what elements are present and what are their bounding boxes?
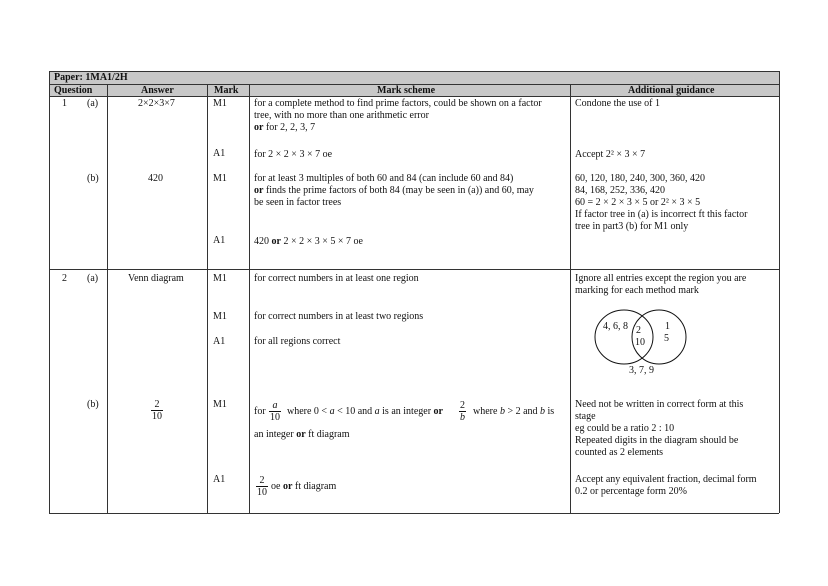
q2b-guidance-line3: eg could be a ratio 2 : 10 (575, 423, 675, 434)
q1b-a1-scheme: 420 or 2 × 2 × 3 × 5 × 7 oe (254, 236, 363, 247)
q1a-scheme-line1: for a complete method to find prime factors, could be shown on a factor (254, 98, 542, 109)
q2b-a1-scheme: oe or ft diagram (271, 481, 337, 492)
q1a-answer: 2×2×3×7 (138, 98, 175, 109)
q2b-guidance-line1: Need not be written in correct form at this (575, 399, 744, 410)
header-mark: Mark (214, 85, 239, 96)
q2b-for: for (254, 406, 266, 417)
q2-number: 2 (62, 273, 67, 284)
q2b-guidance-line2: stage (575, 411, 596, 422)
q1a-guidance-line2: Accept 2² × 3 × 7 (575, 149, 646, 160)
q2b-part: (b) (87, 399, 99, 410)
q1b-guidance-line4: If factor tree in (a) is incorrect ft this factor (575, 209, 748, 220)
q1a-scheme-line3: or for 2, 2, 3, 7 (254, 122, 316, 133)
q1b-scheme-line1: for at least 3 multiples of both 60 and 84 (can include 60 and 84) (254, 173, 514, 184)
q2b-where-a: where 0 < a < 10 and a is an integer or (287, 406, 443, 417)
q2a-m1-second-scheme: for correct numbers in at least two regions (254, 311, 424, 322)
q2b-mark-a1: A1 (213, 474, 226, 485)
q2b-a1-guidance-line2: 0.2 or percentage form 20% (575, 486, 687, 497)
q2a-mark-m1: M1 (213, 273, 227, 284)
q2b-mark-m1: M1 (213, 399, 227, 410)
q1b-answer: 420 (148, 173, 163, 184)
q1a-mark-a1: A1 (213, 148, 226, 159)
q1b-guidance-line3: 60 = 2 × 2 × 3 × 5 or 2² × 3 × 5 (575, 197, 701, 208)
q2a-mark-m1-second: M1 (213, 311, 227, 322)
q1b-guidance-line1: 60, 120, 180, 240, 300, 360, 420 (575, 173, 705, 184)
q2b-guidance-line4: Repeated digits in the diagram should be (575, 435, 739, 446)
header-mark-scheme: Mark scheme (377, 85, 436, 96)
q2a-mark-a1: A1 (213, 336, 226, 347)
q2a-m1-scheme: for correct numbers in at least one region (254, 273, 419, 284)
q2b-scheme-fraction-b: 2 b (460, 400, 465, 423)
q1a-scheme-line2: tree, with no more than one arithmetic error (254, 110, 429, 121)
q2b-a1-fraction: 2 10 (257, 475, 267, 498)
venn-left-region: 4, 6, 8 (603, 321, 628, 332)
q2b-answer-numerator: 2 (154, 399, 160, 410)
q1b-scheme-line2: or finds the prime factors of both 84 (may be seen in (a)) and 60, may (254, 185, 534, 196)
header-additional-guidance: Additional guidance (628, 85, 715, 96)
q2b-scheme-fraction-a: a 10 (270, 400, 280, 423)
q2b-scheme-line2: an integer or ft diagram (254, 429, 350, 440)
q2b-guidance-line5: counted as 2 elements (575, 447, 664, 458)
q2b-answer-denominator: 10 (152, 411, 162, 422)
q1b-mark-m1: M1 (213, 173, 227, 184)
q2a-answer: Venn diagram (128, 273, 184, 284)
q2b-a1-guidance-line1: Accept any equivalent fraction, decimal form (575, 474, 757, 485)
q1-number: 1 (62, 98, 67, 109)
q1b-mark-a1: A1 (213, 235, 226, 246)
q1b-scheme-line3: be seen in factor trees (254, 197, 342, 208)
q1a-guidance-line1: Condone the use of 1 (575, 98, 660, 109)
q1a-mark-m1: M1 (213, 98, 227, 109)
venn-middle-top: 2 (636, 325, 641, 336)
venn-right-top: 1 (665, 321, 670, 332)
q2b-where-b: where b > 2 and b is (473, 406, 555, 417)
q2a-guidance-line1: Ignore all entries except the region you are (575, 273, 747, 284)
venn-right-bottom: 5 (664, 333, 669, 344)
venn-outside: 3, 7, 9 (629, 365, 654, 376)
q2a-part: (a) (87, 273, 99, 284)
q2b-answer-fraction (151, 399, 163, 422)
venn-middle-bottom: 10 (635, 337, 645, 348)
q1a-part: (a) (87, 98, 99, 109)
q1b-part: (b) (87, 173, 99, 184)
paper-header-band (49, 72, 779, 84)
q2a-guidance-line2: marking for each method mark (575, 285, 699, 296)
paper-label: Paper: 1MA1/2H (54, 72, 128, 83)
header-answer: Answer (141, 85, 174, 96)
q1b-guidance-line5: tree in part3 (b) for M1 only (575, 221, 689, 232)
q1b-guidance-line2: 84, 168, 252, 336, 420 (575, 185, 665, 196)
q1a-a1-scheme: for 2 × 2 × 3 × 7 oe (254, 149, 333, 160)
header-question: Question (54, 85, 93, 96)
q2a-a1-scheme: for all regions correct (254, 336, 341, 347)
